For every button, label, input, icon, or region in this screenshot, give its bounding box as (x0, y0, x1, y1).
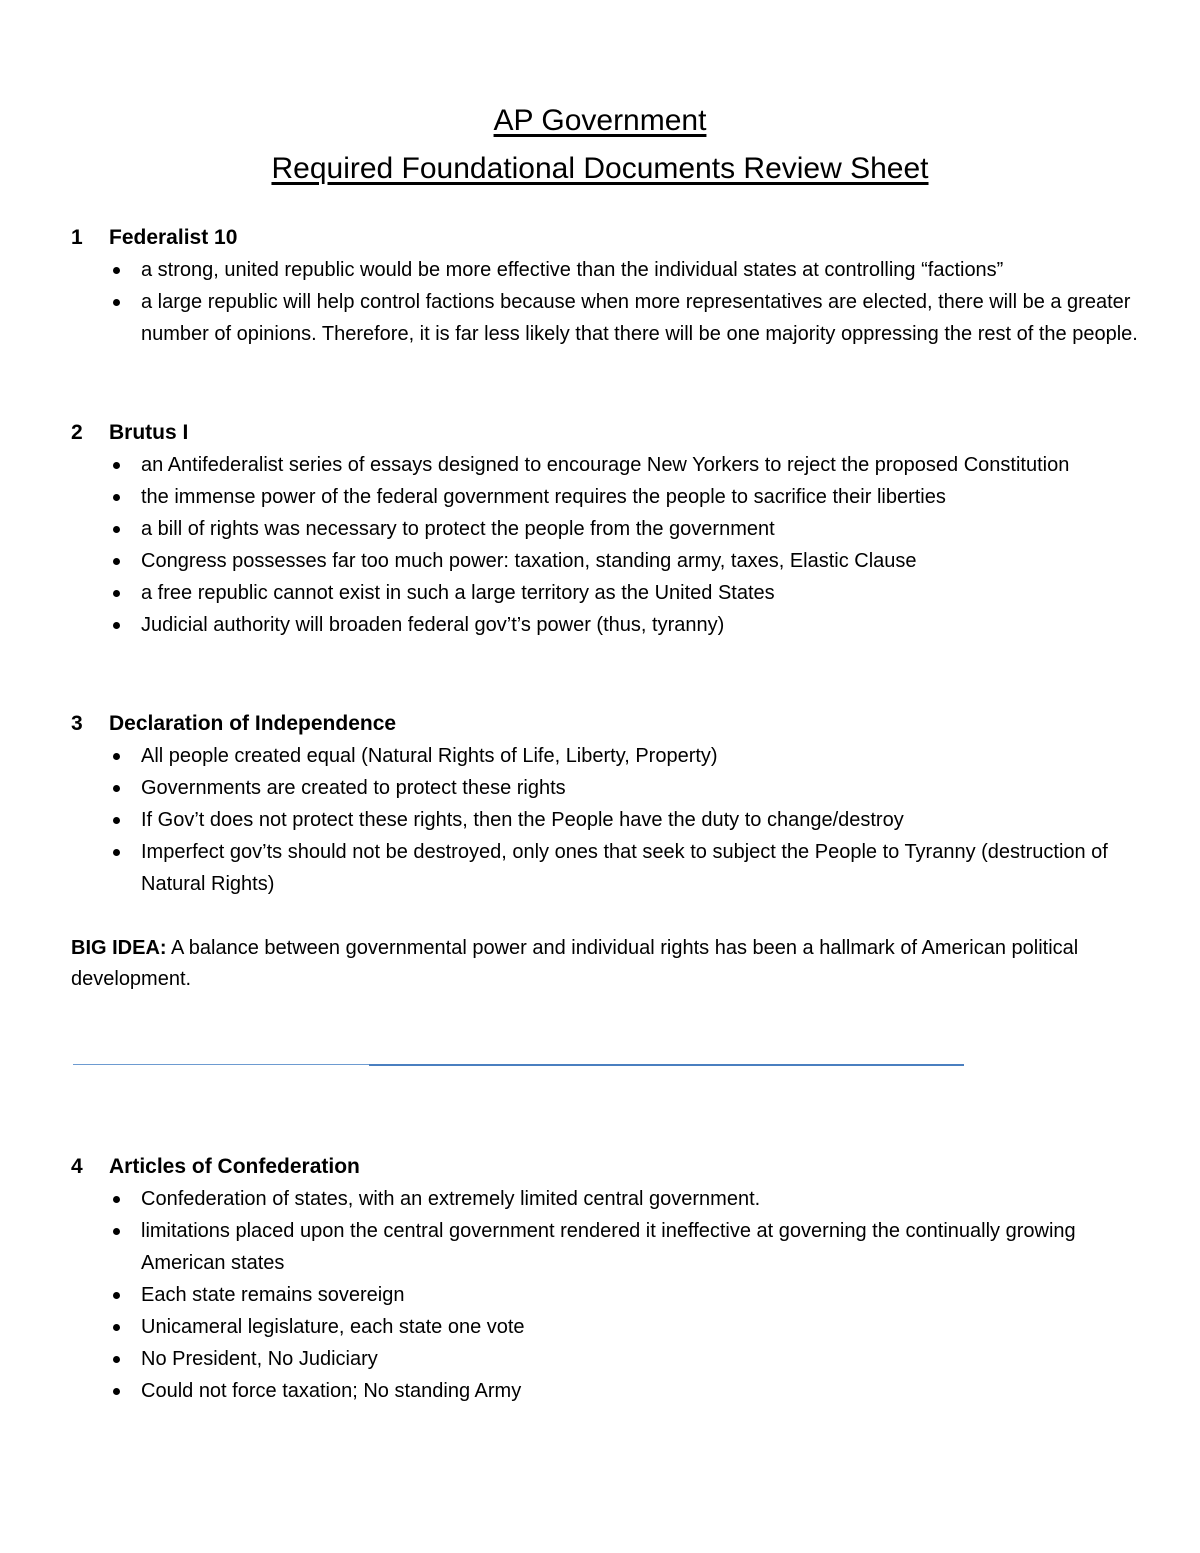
list-item: Imperfect gov’ts should not be destroyed, only ones that seek to subject the People to Tyranny (destruction of Natural Rights) (71, 836, 1141, 900)
section-number: 4 (71, 1155, 83, 1178)
big-idea-text: A balance between governmental power and individual rights has been a hallmark of American political development. (71, 937, 1079, 990)
section-heading (71, 1151, 1141, 1183)
list-item: a large republic will help control factions because when more representatives are elected, there will be a greater number of opinions. Therefore, it is far less likely that there will be one majority oppressing the rest of the people. (71, 286, 1141, 350)
section-articles-of-confederation (71, 1151, 1141, 1407)
section-title: Articles of Confederation (109, 1155, 360, 1178)
list-item: Congress possesses far too much power: taxation, standing army, taxes, Elastic Clause (71, 545, 1141, 577)
big-idea-paragraph (71, 933, 1131, 995)
section-heading (71, 708, 1141, 740)
list-item: Unicameral legislature, each state one vote (71, 1311, 1141, 1343)
bullet-list (71, 254, 1141, 350)
list-item: Governments are created to protect these rights (71, 772, 1141, 804)
divider-line (369, 1064, 964, 1066)
list-item: Judicial authority will broaden federal gov’t’s power (thus, tyranny) (71, 609, 1141, 641)
list-item: a strong, united republic would be more effective than the individual states at controlling “factions” (71, 254, 1141, 286)
list-item: limitations placed upon the central government rendered it ineffective at governing the continually growing American states (71, 1215, 1141, 1279)
list-item: an Antifederalist series of essays designed to encourage New Yorkers to reject the proposed Constitution (71, 449, 1141, 481)
bullet-list (71, 449, 1141, 641)
section-title: Federalist 10 (109, 226, 238, 249)
divider-line (73, 1064, 369, 1065)
list-item: a free republic cannot exist in such a large territory as the United States (71, 577, 1141, 609)
list-item: Could not force taxation; No standing Army (71, 1375, 1141, 1407)
list-item: If Gov’t does not protect these rights, then the People have the duty to change/destroy (71, 804, 1141, 836)
section-heading (71, 417, 1141, 449)
list-item: All people created equal (Natural Rights of Life, Liberty, Property) (71, 740, 1141, 772)
section-title: Declaration of Independence (109, 712, 397, 735)
big-idea-label: BIG IDEA: (71, 937, 167, 959)
section-number: 1 (71, 226, 83, 249)
section-brutus-i (71, 417, 1141, 641)
bullet-list (71, 1183, 1141, 1407)
list-item: No President, No Judiciary (71, 1343, 1141, 1375)
list-item: a bill of rights was necessary to protect the people from the government (71, 513, 1141, 545)
section-number: 2 (71, 421, 83, 444)
section-heading (71, 222, 1141, 254)
section-number: 3 (71, 712, 83, 735)
list-item: Each state remains sovereign (71, 1279, 1141, 1311)
bullet-list (71, 740, 1141, 900)
list-item: the immense power of the federal government requires the people to sacrifice their liberties (71, 481, 1141, 513)
section-declaration-of-independence (71, 708, 1141, 900)
page-title: AP Government (493, 104, 707, 137)
section-federalist-10 (71, 222, 1141, 350)
page-subtitle: Required Foundational Documents Review Sheet (271, 152, 929, 185)
section-title: Brutus I (109, 421, 189, 444)
list-item: Confederation of states, with an extremely limited central government. (71, 1183, 1141, 1215)
